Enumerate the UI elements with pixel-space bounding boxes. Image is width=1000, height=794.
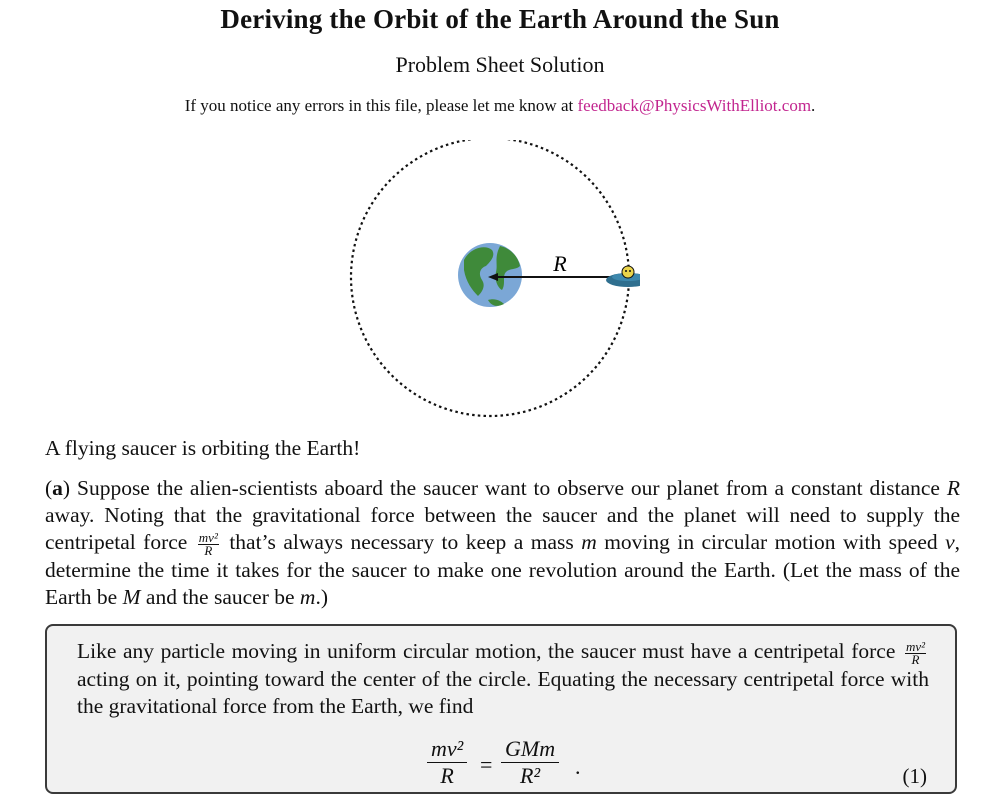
problem-part-a: (a) Suppose the alien-scientists aboard the saucer want to observe our planet from a constant distance R away. Noting that the gravitational force between the saucer and the planet will need to supply the centripetal force $\frac{\text{mv²}}{R}$ that’s always necessary to keep a mass m moving in circular motion with speed v, determine the time it takes for the saucer to make one revolution around the Earth. (Let the mass of the Earth be M and the saucer be m.) <box>45 476 960 609</box>
eq-numerator: GMm <box>501 736 559 763</box>
problem-text: and the saucer be <box>140 584 300 609</box>
problem-text: moving in circular motion with speed <box>596 530 946 554</box>
earth-icon <box>458 243 522 307</box>
problem-text: that’s always necessary to keep a mass <box>221 530 582 554</box>
centripetal-fraction <box>198 529 219 558</box>
fraction-denominator: R <box>204 542 213 558</box>
solution-text <box>77 638 929 720</box>
page-title: Deriving the Orbit of the Earth Around the Sun <box>220 4 780 34</box>
solution-sentence: acting on it, pointing toward the center of the circle. Equating the necessary centripetal force with the gravitational force from the Earth, we find <box>77 666 929 718</box>
orbit-figure <box>340 140 640 425</box>
flying-saucer-icon <box>606 266 640 287</box>
page-subtitle: Problem Sheet Solution <box>395 52 605 77</box>
errata-notice <box>0 96 1000 116</box>
eq-denominator: R² <box>520 763 541 788</box>
radius-label: R <box>553 251 567 276</box>
equation-period: . <box>575 754 581 779</box>
notice-suffix: . <box>811 96 816 115</box>
problem-text: Suppose the alien-scientists aboard the saucer want to observe our planet from a constant distance <box>70 476 947 500</box>
equation-right-fraction <box>501 736 559 789</box>
equation-number: (1) <box>902 764 927 788</box>
symbol-m: m <box>581 530 597 554</box>
symbol-v: v <box>945 530 955 554</box>
symbol-m: m <box>299 584 316 609</box>
symbol-M: M <box>122 584 141 609</box>
equation-1 <box>47 736 955 794</box>
feedback-email-link[interactable]: feedback@PhysicsWithElliot.com <box>577 96 812 115</box>
solution-box <box>45 624 957 794</box>
orbit-diagram <box>340 140 640 425</box>
equation-left-fraction <box>427 736 467 789</box>
problem-text: , determine the time it takes for the saucer to make one revolution around the Earth. (Let the mass of the Earth be <box>45 530 960 609</box>
fraction-numerator: mv² <box>905 638 925 654</box>
problem-intro: A flying saucer is orbiting the Earth! <box>45 436 361 460</box>
equals-sign: = <box>480 752 493 777</box>
eq-denominator: R <box>440 763 454 788</box>
problem-text: .) <box>315 584 328 609</box>
notice-text: If you notice any errors in this file, please let me know at <box>184 96 574 115</box>
fraction-denominator: R <box>911 651 920 667</box>
problem-text: away. Noting that the gravitational force between the saucer and the planet will need to supply the centripetal force <box>45 503 960 554</box>
part-label: a <box>52 476 63 500</box>
symbol-R: R <box>946 476 960 500</box>
solution-sentence: Like any particle moving in uniform circular motion, the saucer must have a centripetal force <box>77 639 902 663</box>
eq-numerator: mv² <box>427 736 467 763</box>
fraction-numerator: mv² <box>198 529 218 545</box>
centripetal-fraction <box>905 638 926 667</box>
